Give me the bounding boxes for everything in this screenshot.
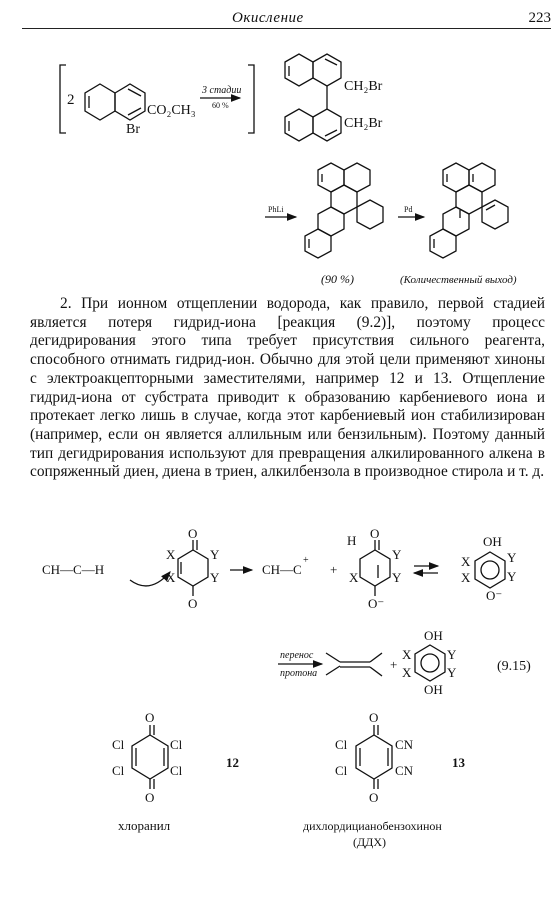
ch2br-bottom: CH₂Br [344, 116, 383, 131]
ph-y-bottom: Y [507, 569, 517, 584]
ph-y-top: Y [507, 550, 517, 565]
cation-plus: + [303, 555, 309, 566]
hq-oh-top: OH [424, 628, 443, 643]
hq-y-top: Y [447, 647, 457, 662]
substrate: CH—C—H [42, 562, 105, 577]
ch2br-top: CH₂Br [344, 79, 383, 94]
ph-x-top: X [461, 554, 471, 569]
q1-x-bottom: X [166, 570, 176, 585]
alkene [326, 653, 382, 676]
body-text [30, 295, 545, 482]
c12-cl-4: Cl [170, 763, 183, 778]
q1-x-top: X [166, 547, 176, 562]
c13-cn-1: CN [395, 737, 414, 752]
c13-name: дихлордицианобензохинон [303, 819, 442, 833]
qa-o-top: O [370, 526, 380, 541]
naphthalene-ester [85, 84, 145, 120]
reagent-pd: Pd [404, 205, 413, 214]
plus-2: + [390, 657, 398, 672]
hq-y-bottom: Y [447, 665, 457, 680]
q1-y-bottom: Y [210, 570, 220, 585]
compound-12 [112, 710, 239, 833]
yield-90: (90 %) [321, 272, 354, 286]
page-number: 223 [528, 10, 551, 26]
c13-cl-1: Cl [335, 737, 348, 752]
arrow-label-steps: 3 стадии [202, 85, 242, 96]
scheme-1 [60, 54, 517, 286]
coefficient-2: 2 [67, 92, 75, 108]
hq-x-top: X [402, 647, 412, 662]
hq-x-bottom: X [402, 665, 412, 680]
c12-cl-3: Cl [112, 763, 125, 778]
binaphthyl-dibromide [285, 54, 341, 141]
q1-o-top: O [188, 526, 198, 541]
bracket-right [248, 65, 254, 133]
qa-x: X [349, 570, 359, 585]
yield-quant: (Количественный выход) [400, 274, 517, 286]
hq-oh-bottom: OH [424, 682, 443, 697]
bracket-left [60, 65, 66, 133]
equation-number: (9.15) [497, 659, 531, 674]
phenolate [475, 552, 505, 588]
hydroquinone-anion [360, 540, 390, 596]
pentahelicene [430, 163, 508, 258]
c12-name: хлоранил [118, 818, 171, 833]
dihydro-helicene [305, 163, 383, 258]
c12-o-bottom: O [145, 790, 155, 805]
ph-oh: OH [483, 534, 502, 549]
scheme-2 [42, 526, 531, 697]
c12-cl-1: Cl [112, 737, 125, 752]
hydroquinone [415, 645, 445, 681]
quinone-1 [178, 540, 208, 596]
ph-x-bottom: X [461, 570, 471, 585]
q1-o-bottom: O [188, 596, 198, 611]
qa-y-bottom: Y [392, 570, 402, 585]
carbenium-ion: CH—C [262, 562, 302, 577]
c13-o-top: O [369, 710, 379, 725]
ph-o-minus: O⁻ [486, 588, 503, 603]
reagent-phli: PhLi [268, 205, 284, 214]
arrow-label-proton: протона [280, 668, 318, 679]
running-title: Окисление [232, 10, 304, 26]
plus-1: + [330, 562, 338, 577]
c13-o-bottom: O [369, 790, 379, 805]
c13-abbrev: (ДДХ) [353, 835, 387, 849]
paragraph-2: 2. При ионном отщеплении водорода, как правило, первой стадией является потеря гидрид-иона [реакция (9.2)], поэтому процесс дегидрирования этого типа требует присутствия сильного реагента, способного отнимать гидрид-ион. Обычно для этой цели применяют хиноны с электроакцепторными заместителями, например 12 и 13. Отщепление гидрид-иона от субстрата приводит к образованию карбениевого иона и протекает легко лишь в случае, когда этот карбениевый ион стабилизирован (например, если он является аллильным или бензильным). Поэтому данный тип дегидрирования используют для превращения алкилированного алкена в сопряженный диен, диена в триен, алкилбензола в производное стирола и т. д. [30, 295, 545, 481]
curved-arrow [130, 572, 170, 586]
h-atom: H [347, 533, 357, 548]
arrow-label-yield: 60 % [212, 101, 229, 110]
compound-13 [303, 710, 466, 849]
q1-y-top: Y [210, 547, 220, 562]
c13-cn-2: CN [395, 763, 414, 778]
c12-o-top: O [145, 710, 155, 725]
c13-number: 13 [452, 755, 465, 770]
c12-number: 12 [226, 755, 239, 770]
c12-cl-2: Cl [170, 737, 183, 752]
bromo-substituent: Br [126, 122, 140, 137]
ester-group: CO₂CH₃ [147, 103, 196, 118]
qa-o-minus: O⁻ [368, 596, 385, 611]
c13-cl-2: Cl [335, 763, 348, 778]
arrow-label-transfer: перенос [280, 650, 314, 661]
qa-y-top: Y [392, 547, 402, 562]
